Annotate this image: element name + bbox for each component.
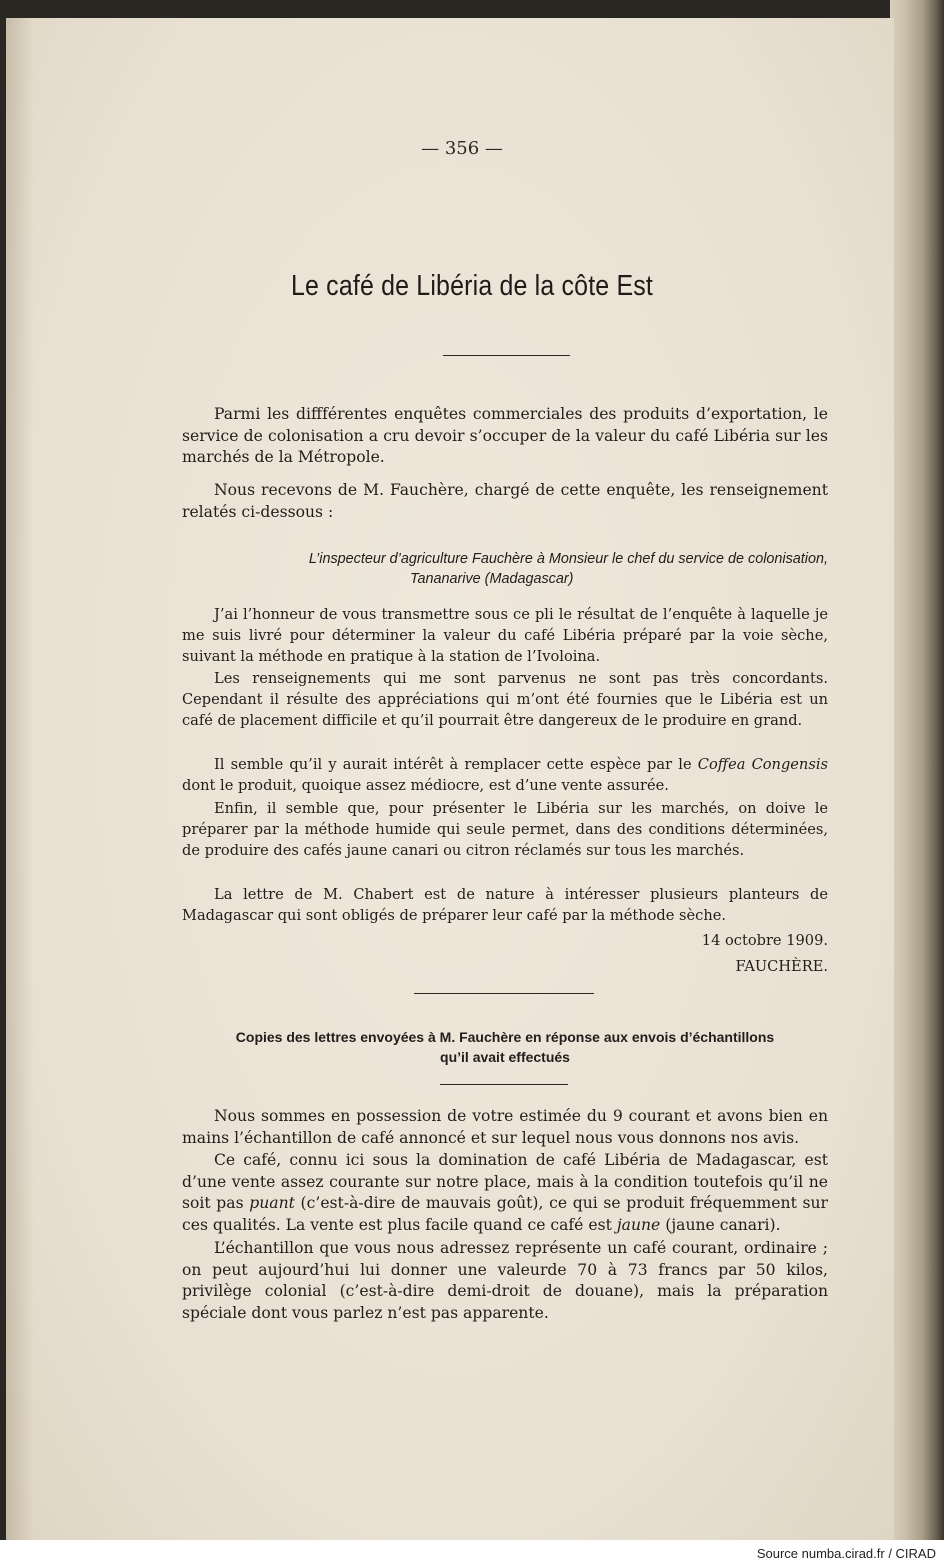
copies-paragraph-3: L’échantillon que vous nous adressez représente un café courant, ordinaire ; on peut aujourd’hui lui donner une valeurde 70 à 73 francs par 50 kilos, privilège colonial (c’est-à-dire demi-droit de douane), mais la préparation spéciale dont vous parlez n’est pas apparente. — [182, 1239, 828, 1322]
source-caption: Source numba.cirad.fr / CIRAD — [756, 1546, 936, 1561]
copies-heading-line1: Copies des lettres envoyées à M. Fauchère en réponse aux envois d’échantillons — [235, 1029, 775, 1045]
intro-paragraph-2: Nous recevons de M. Fauchère, chargé de cette enquête, les renseignement relatés ci-dessous : — [182, 481, 828, 521]
copies-p2-italic-2: jaune — [616, 1215, 661, 1234]
section-rule — [414, 993, 594, 994]
letter-heading-line1: L’inspecteur d’agriculture Fauchère à Monsieur le chef du service de colonisation, — [308, 551, 828, 567]
letter-heading — [182, 549, 828, 589]
copies-rule — [440, 1084, 568, 1085]
page-number: — 356 — — [421, 138, 503, 159]
letter-heading-line2: Tananarive (Madagascar) — [410, 571, 574, 587]
book-page-edges — [890, 0, 944, 1540]
copies-paragraph-1: Nous sommes en possession de votre estimée du 9 courant et avons bien en mains l’échantillon de café annoncé et sur lequel nous vous donnons nos avis. — [182, 1107, 828, 1147]
copies-p2-text-a: Ce café, connu ici sous la domination de café Libéria de Madagascar, est d’une vente assez courante sur notre place, mais à la condition toutefois qu’il ne soit pas — [182, 1151, 828, 1212]
letter-paragraph-3 — [182, 754, 828, 796]
copies-heading — [182, 1028, 828, 1067]
gutter-shadow — [6, 18, 34, 1540]
intro-paragraph-1: Parmi les diffférentes enquêtes commerciales des produits d’exportation, le service de colonisation a cru devoir s’occuper de la valeur du café Libéria sur les marchés de la Métropole. — [182, 405, 828, 466]
letter-p3-species: Coffea Congensis — [697, 756, 828, 773]
copies-p2-italic-1: puant — [249, 1194, 295, 1212]
article-title: Le café de Libéria de la côte Est — [290, 270, 654, 302]
copies-heading-line2: qu’il avait effectués — [440, 1048, 570, 1065]
copies-paragraph-2 — [182, 1150, 828, 1236]
title-rule — [443, 355, 570, 356]
letter-p3-text-a: Il semble qu’il y aurait intérêt à remplacer cette espèce par le — [214, 756, 698, 773]
letter-paragraph-1: J’ai l’honneur de vous transmettre sous ce pli le résultat de l’enquête à laquelle je me suis livré pour déterminer la valeur du café Libéria préparé par la voie sèche, suivant la méthode en pratique à la station de l’Ivoloina. — [182, 606, 828, 665]
copies-p2-text-c: (jaune canari). — [660, 1215, 781, 1234]
letter-paragraph-5: La lettre de M. Chabert est de nature à intéresser plusieurs planteurs de Madagascar qui sont obligés de préparer leur café par la méthode sèche. — [182, 886, 828, 924]
letter-paragraph-4: Enfin, il semble que, pour présenter le Libéria sur les marchés, on doive le préparer par la méthode humide qui seule permet, dans des conditions déterminées, de produire des cafés jaune canari ou citron réclamés sur tous les marchés. — [182, 800, 828, 859]
letter-paragraph-2: Les renseignements qui me sont parvenus ne sont pas très concordants. Cependant il résulte des appréciations qui m’ont été fournies que le Libéria est un café de placement difficile et qu’il pourrait être dangereux de le produire en grand. — [182, 670, 828, 729]
letter-p3-text-b: dont le produit, quoique assez médiocre, est d’une vente assurée. — [182, 777, 669, 794]
letter-signature: FAUCHÈRE. — [735, 958, 828, 975]
copies-p2-text-b: (c’est-à-dire de mauvais goût), ce qui se produit fréquemment sur ces qualités. La vente est plus facile quand ce café est — [182, 1194, 829, 1234]
letter-date: 14 octobre 1909. — [701, 932, 828, 949]
